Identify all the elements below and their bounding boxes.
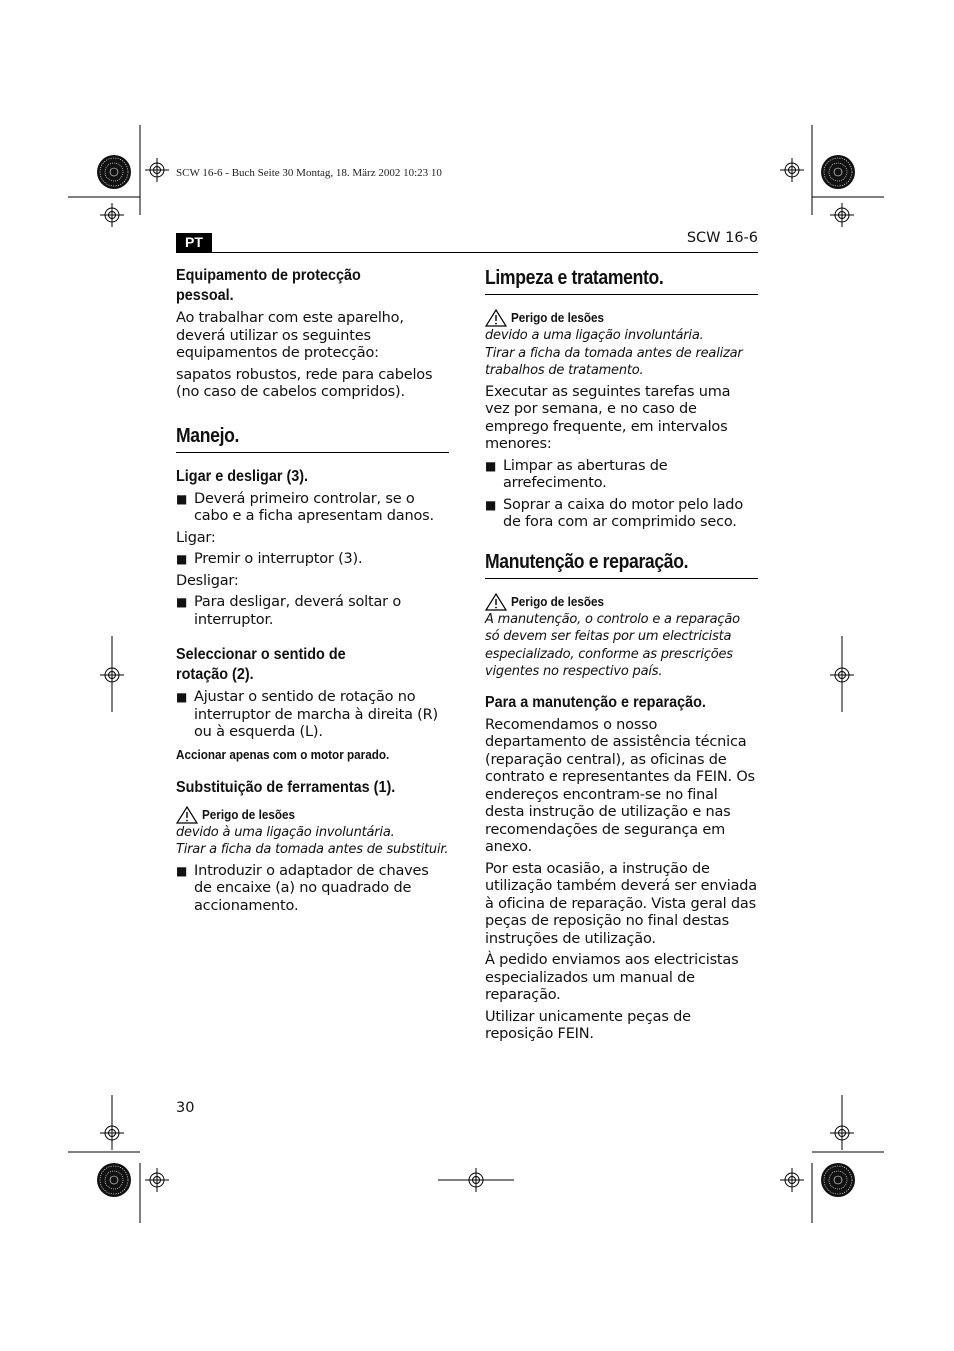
warning-triangle-icon bbox=[176, 806, 198, 824]
warning-triangle-icon bbox=[485, 593, 507, 611]
list-item: ■ Introduzir o adaptador de chaves de encaixe (a) no quadrado de accionamento. bbox=[176, 862, 429, 914]
header-rule bbox=[176, 252, 758, 253]
language-badge: PT bbox=[176, 233, 212, 252]
rotation-note: Accionar apenas com o motor parado. bbox=[176, 746, 390, 762]
maintenance-heading: Manutenção e reparação. bbox=[485, 550, 689, 573]
bullet-square-icon: ■ bbox=[485, 458, 497, 473]
bullet-square-icon: ■ bbox=[176, 863, 188, 878]
page-number: 30 bbox=[176, 1100, 195, 1116]
cleaning-heading: Limpeza e tratamento. bbox=[485, 267, 664, 289]
list-item: ■ Ajustar o sentido de rotação no interruptor de marcha à direita (R) ou à esquerda (L). bbox=[176, 689, 438, 740]
tools-heading: Substituição de ferramentas (1). bbox=[176, 778, 396, 796]
warning-heading: Perigo de lesões bbox=[485, 593, 758, 611]
list-item: ■ Limpar as aberturas de arrefecimento. bbox=[485, 457, 668, 491]
manejo-heading: Manejo. bbox=[176, 424, 240, 447]
service-paragraph: Por esta ocasião, a instrução de utilização também deverá ser enviada à oficina de reparação. Vista geral das peças de reposição no final destas instruções de utilização. bbox=[485, 860, 757, 947]
warning-text: A manutenção, o controlo e a reparação só devem ser feitas por um electricista especializado, conforme as prescrições vigentes no respectivo país. bbox=[485, 611, 740, 679]
bullet-square-icon: ■ bbox=[485, 497, 497, 512]
service-paragraph: Utilizar unicamente peças de reposição FEIN. bbox=[485, 1008, 691, 1042]
bullet-square-icon: ■ bbox=[176, 552, 188, 566]
switch-heading: Ligar e desligar (3). bbox=[176, 467, 309, 485]
bullet-square-icon: ■ bbox=[176, 690, 188, 704]
bullet-square-icon: ■ bbox=[176, 595, 188, 609]
warning-text: Tirar a ficha da tomada antes de realizar trabalhos de tratamento. bbox=[485, 345, 743, 378]
desligar-label: Desligar: bbox=[176, 572, 239, 589]
rotation-heading: Seleccionar o sentido de rotação (2). bbox=[176, 646, 346, 683]
ppe-items: sapatos robustos, rede para cabelos (no caso de cabelos compridos). bbox=[176, 366, 433, 400]
ppe-heading: Equipamento de protecção pessoal. bbox=[176, 267, 361, 304]
warning-text: devido à uma ligação involuntária. bbox=[176, 824, 395, 840]
manejo-rule bbox=[176, 452, 449, 453]
left-column bbox=[176, 266, 449, 919]
cleaning-paragraph: Executar as seguintes tarefas uma vez por semana, e no caso de emprego frequente, em intervalos menores: bbox=[485, 383, 731, 452]
bullet-square-icon: ■ bbox=[176, 491, 188, 506]
ligar-label: Ligar: bbox=[176, 529, 216, 546]
warning-triangle-icon bbox=[485, 309, 507, 327]
service-paragraph: Recomendamos o nosso departamento de assistência técnica (reparação central), as oficinas de contrato e representantes da FEIN. Os endereços encontram-se no final desta instrução de utilização e nas recomendações de segurança em anexo. bbox=[485, 716, 755, 855]
maintenance-rule bbox=[485, 578, 758, 579]
warning-heading: Perigo de lesões bbox=[176, 806, 449, 824]
print-job-header: SCW 16-6 - Buch Seite 30 Montag, 18. März 2002 10:23 10 bbox=[176, 167, 442, 179]
list-item: ■ Soprar a caixa do motor pelo lado de fora com ar comprimido seco. bbox=[485, 496, 743, 530]
warning-heading: Perigo de lesões bbox=[485, 309, 758, 327]
list-item: ■ Para desligar, deverá soltar o interruptor. bbox=[176, 594, 401, 628]
right-column bbox=[485, 266, 758, 1048]
warning-text: Tirar a ficha da tomada antes de substituir. bbox=[176, 842, 449, 857]
model-name: SCW 16-6 bbox=[686, 230, 758, 246]
ppe-paragraph: Ao trabalhar com este aparelho, deverá utilizar os seguintes equipamentos de protecção: bbox=[176, 310, 404, 361]
service-paragraph: À pedido enviamos aos electricistas especializados um manual de reparação. bbox=[485, 952, 739, 1003]
warning-text: devido a uma ligação involuntária. bbox=[485, 328, 704, 343]
list-item: ■ Deverá primeiro controlar, se o cabo e a ficha apresentam danos. bbox=[176, 490, 434, 524]
service-heading: Para a manutenção e reparação. bbox=[485, 693, 706, 711]
list-item: ■ Premir o interruptor (3). bbox=[176, 551, 363, 567]
cleaning-rule bbox=[485, 294, 758, 295]
